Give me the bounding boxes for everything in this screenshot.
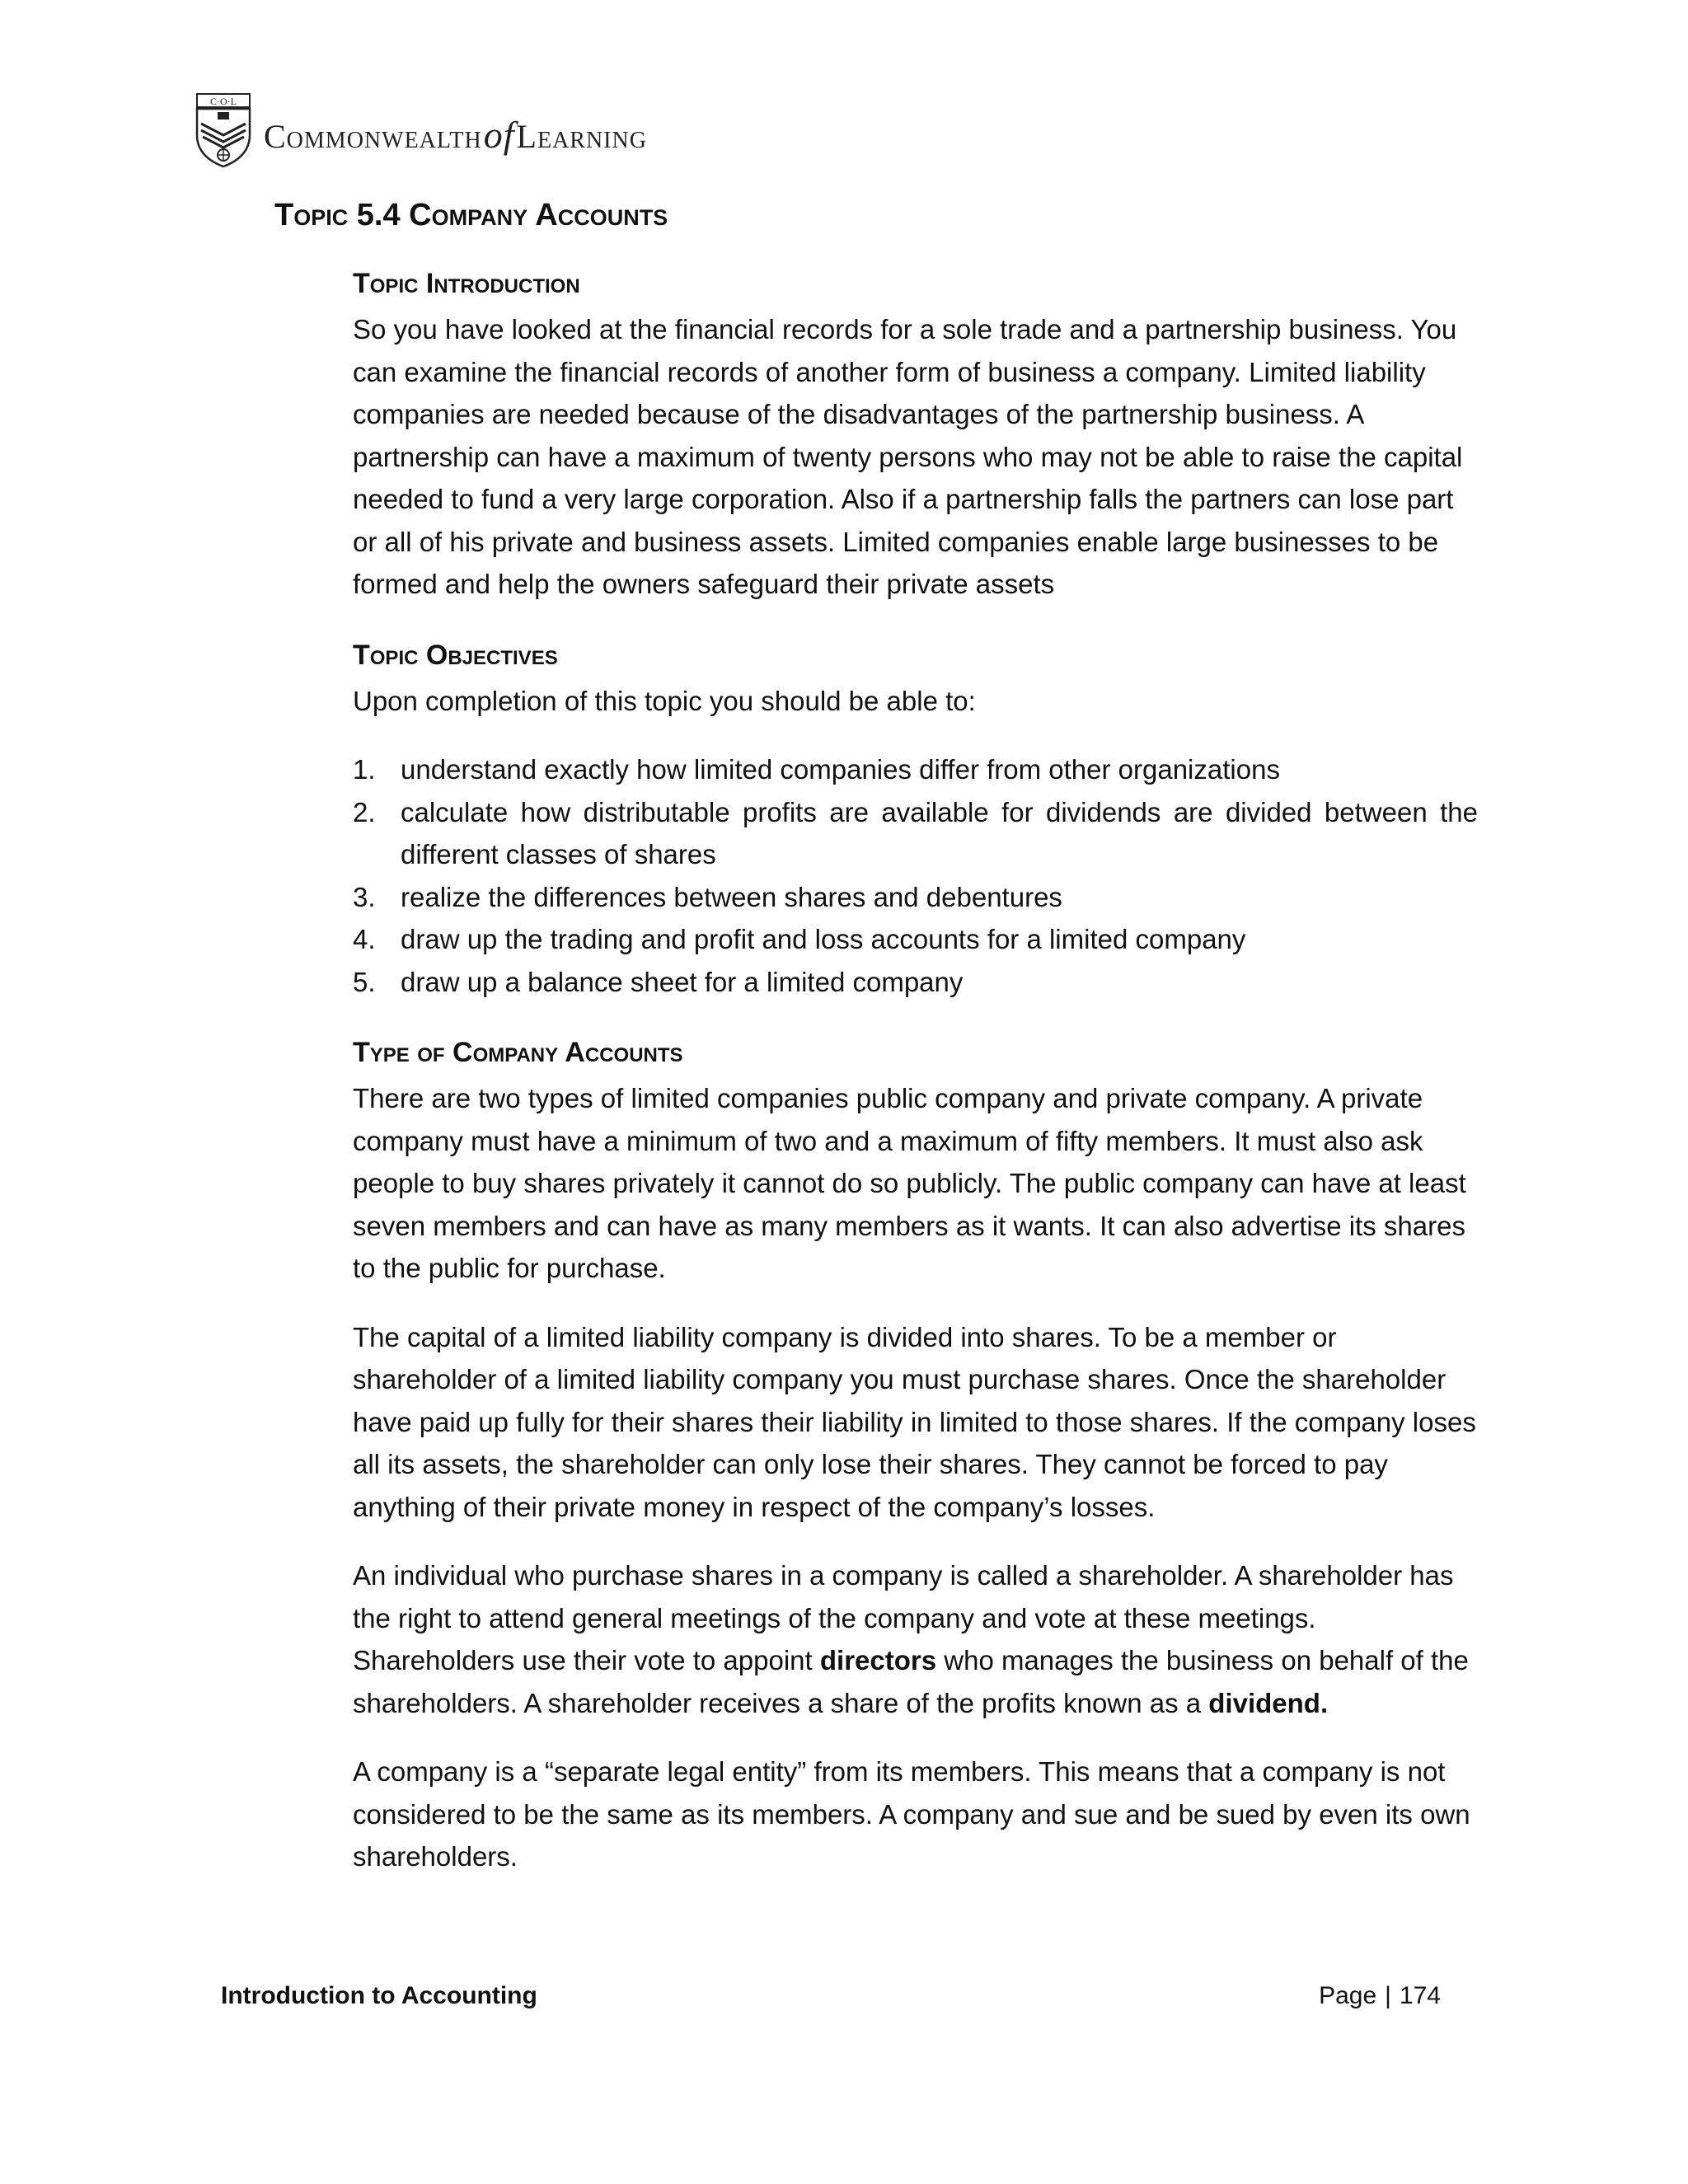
heading-company-types: Type of Company Accounts [353, 1037, 683, 1068]
list-item: 5. draw up a balance sheet for a limited company [353, 966, 964, 997]
types-paragraph-4: A company is a “separate legal entity” from its members. This means that a company is not considered to be the same as its members. A company and sue and be sued by even its own shareholders. [353, 1756, 1470, 1872]
types-paragraph-3: An individual who purchase shares in a company is called a shareholder. A shareholder has the right to attend general meetings of the company and vote at these meetings. Shareholders use their vote to appoint directors who manages the business on behalf of the shareholders. A shareholder receives a share of the profits known as a dividend. [353, 1560, 1469, 1718]
col-logo [195, 92, 647, 168]
intro-paragraph: So you have looked at the financial records for a sole trade and a partnership business. You can examine the financial records of another form of business a company. Limited liability companies are needed because of the disadvantages of the partnership business. A partnership can have a maximum of twenty persons who may not be able to raise the capital needed to fund a very large corporation. Also if a partnership falls the partners can lose part or all of his private and business assets. Limited companies enable large businesses to be formed and help the owners safeguard their private assets [353, 314, 1463, 599]
types-paragraph-1: There are two types of limited companies public company and private company. A private company must have a minimum of two and a maximum of fifty members. It must also ask people to buy shares privately it cannot do so publicly. The public company can have at least seven members and can have as many members as it wants. It can also advertise its shares to the public for purchase. [353, 1083, 1466, 1283]
term-directors: directors [819, 1645, 937, 1675]
objectives-lead: Upon completion of this topic you should be able to: [353, 685, 976, 716]
main-content [353, 262, 1478, 1878]
heading-objectives: Topic Objectives [353, 639, 558, 671]
footer-course-title: Introduction to Accounting [221, 1982, 537, 2009]
list-item: 4. draw up the trading and profit and loss accounts for a limited company [353, 924, 1246, 954]
types-paragraph-2: The capital of a limited liability company is divided into shares. To be a member or shareholder of a limited liability company you must purchase shares. Once the shareholder have paid up fully for their shares their liability in limited to those shares. If the company loses all its assets, the shareholder can only lose their shares. They cannot be forced to pay anything of their private money in respect of the company’s losses. [353, 1321, 1476, 1522]
list-item: 1. understand exactly how limited companies differ from other organizations [353, 754, 1280, 785]
footer-page-number: Page | 174 [1319, 1982, 1441, 2009]
page-title: Topic 5.4 Company Accounts [274, 198, 668, 232]
col-wordmark: CommonwealthofLearning [264, 113, 647, 156]
col-crest-icon [195, 92, 252, 168]
list-item: 2. calculate how distributable profits are available for dividends are divided between the different classes of shares [353, 796, 1478, 869]
heading-introduction: Topic Introduction [353, 268, 580, 299]
svg-text:C·O·L: C·O·L [210, 96, 237, 107]
objectives-list [353, 748, 1478, 1003]
term-dividend: dividend. [1208, 1687, 1329, 1718]
list-item: 3. realize the differences between shares and debentures [353, 881, 1062, 912]
